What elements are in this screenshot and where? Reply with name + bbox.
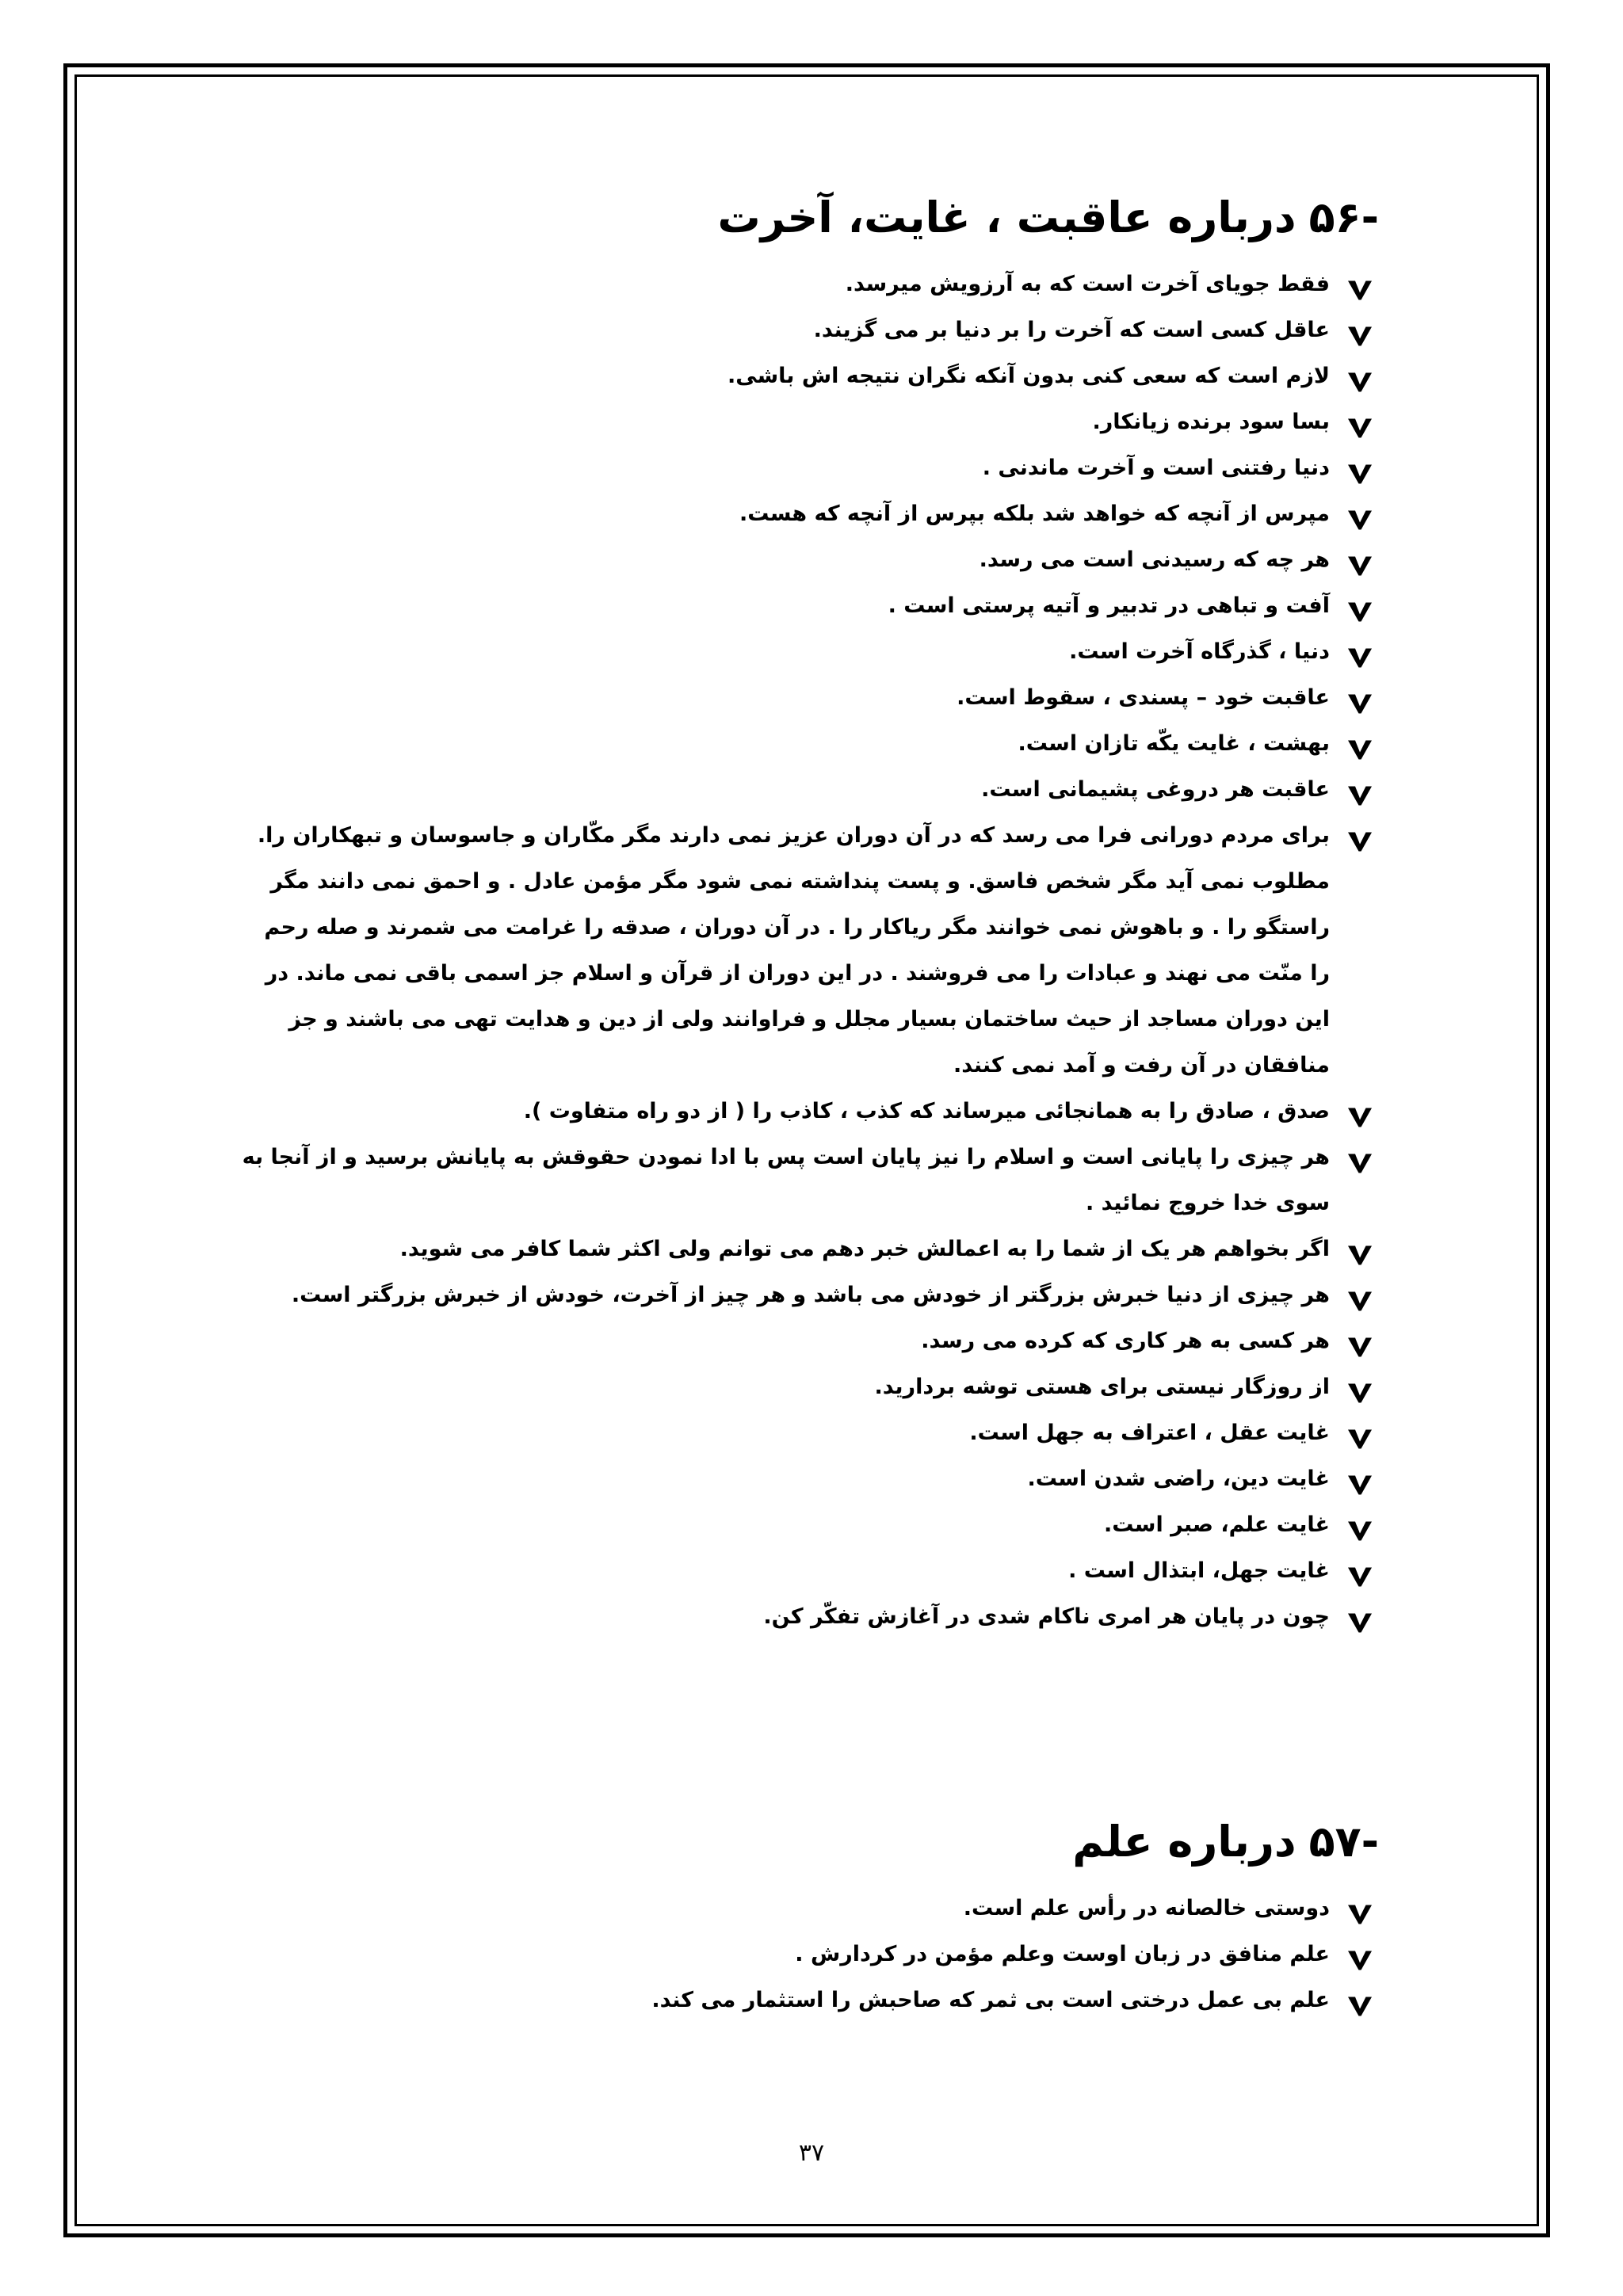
checkmark-icon — [1346, 450, 1374, 486]
checkmark-icon — [1346, 1599, 1374, 1635]
list-item — [238, 1364, 1379, 1410]
list-item — [238, 1978, 1379, 2023]
checkmark-icon — [1346, 312, 1374, 349]
checkmark-icon — [1346, 404, 1374, 441]
list-item — [238, 399, 1379, 445]
list-item — [238, 307, 1379, 353]
section-heading — [238, 182, 1379, 254]
list-item-text: هر چیزی از دنیا خبرش بزرگتر از خودش می باشد و هر چیز از آخرت، خودش از خبرش بزرگتر است. — [291, 1283, 1330, 1307]
checkmark-icon — [1346, 496, 1374, 532]
list-item-text: عاقبت هر دروغی پشیمانی است. — [981, 777, 1330, 802]
list-item — [238, 1548, 1379, 1594]
list-item-text: دنیا ، گذرگاه آخرت است. — [1069, 639, 1330, 664]
checkmark-icon — [1346, 1507, 1374, 1543]
list-item-text: عاقبت خود – پسندی ، سقوط است. — [957, 685, 1330, 710]
list-item — [238, 353, 1379, 399]
section-heading — [238, 1806, 1379, 1878]
list-item-text: مپرس از آنچه که خواهد شد بلکه بپرس از آنچه که هست. — [739, 502, 1330, 526]
list-item-text: برای مردم دورانی فرا می رسد که در آن دوران عزیز نمی دارند مگر مکّاران و جاسوسان و تبهکاران را. مطلوب نمی آید مگر شخص فاسق. و پست پنداشته نمی شود مگر مؤمن عادل . و احمق نمی دانند مگر راستگو را . و باهوش نمی خوانند مگر ریاکار را . در آن دوران ، صدقه را غرامت می شمرند و صله رحم را منّت می نهند و عبادات را می فروشند . در این دوران از قرآن و اسلام جز اسمی باقی نمی ماند. در این دوران مساجد از حیث ساختمان بسیار مجلل و فراوانند ولی از دین و هدایت تهی می باشند و جز منافقان در آن رفت و آمد نمی کنند. — [257, 823, 1330, 1077]
section-list — [238, 1886, 1379, 2023]
checkmark-icon — [1346, 634, 1374, 670]
list-item — [238, 1135, 1379, 1226]
list-item-text: چون در پایان هر امری ناکام شدی در آغازش تفکّر کن. — [763, 1604, 1330, 1629]
list-item — [238, 1932, 1379, 1978]
list-item-text: لازم است که سعی کنی بدون آنکه نگران نتیجه اش باشی. — [727, 364, 1330, 388]
checkmark-icon — [1346, 818, 1374, 854]
checkmark-icon — [1346, 1936, 1374, 1973]
list-item — [238, 261, 1379, 307]
checkmark-icon — [1346, 680, 1374, 716]
section-title: درباره عاقبت ، غایت، آخرت — [717, 193, 1296, 242]
checkmark-icon — [1346, 542, 1374, 578]
list-item — [238, 1502, 1379, 1548]
list-item — [238, 767, 1379, 813]
section-list — [238, 261, 1379, 1640]
list-item-text: صدق ، صادق را به همانجائی میرساند که کذب ، کاذب را ( از دو راه متفاوت ). — [523, 1099, 1330, 1123]
checkmark-icon — [1346, 1890, 1374, 1927]
section-gap — [238, 1640, 1379, 1806]
checkmark-icon — [1346, 266, 1374, 303]
list-item — [238, 1594, 1379, 1640]
list-item-text: غایت عقل ، اعتراف به جهل است. — [969, 1421, 1330, 1445]
section-number: -۵۶ — [1308, 193, 1379, 242]
list-item-text: آفت و تباهی در تدبیر و آتیه پرستی است . — [888, 593, 1330, 618]
list-item — [238, 813, 1379, 1089]
section-number: -۵۷ — [1308, 1817, 1379, 1867]
list-item — [238, 1886, 1379, 1932]
list-item — [238, 445, 1379, 491]
list-item — [238, 629, 1379, 675]
list-item-text: هر چیزی را پایانی است و اسلام را نیز پایان است پس با ادا نمودن حقوقش به پایانش برسید و از آنجا به سوی خدا خروج نمائید . — [242, 1145, 1330, 1215]
list-item-text: هر چه که رسیدنی است می رسد. — [979, 547, 1330, 572]
list-item-text: غایت دین، راضی شدن است. — [1027, 1466, 1330, 1491]
list-item — [238, 537, 1379, 583]
list-item — [238, 721, 1379, 767]
list-item — [238, 1272, 1379, 1318]
checkmark-icon — [1346, 1093, 1374, 1130]
list-item — [238, 1410, 1379, 1456]
checkmark-icon — [1346, 1323, 1374, 1360]
checkmark-icon — [1346, 772, 1374, 808]
list-item-text: عاقل کسی است که آخرت را بر دنیا بر می گزیند. — [813, 318, 1330, 342]
checkmark-icon — [1346, 726, 1374, 762]
list-item-text: فقط جویای آخرت است که به آرزویش میرسد. — [845, 272, 1330, 296]
list-item-text: هر کسی به هر کاری که کرده می رسد. — [921, 1329, 1330, 1353]
list-item-text: بسا سود برنده زیانکار. — [1092, 410, 1330, 434]
list-item-text: بهشت ، غایت یکّه تازان است. — [1018, 731, 1330, 756]
page-number: ۳۷ — [798, 2139, 825, 2167]
list-item-text: دنیا رفتنی است و آخرت ماندنی . — [982, 456, 1330, 480]
section-title: درباره علم — [1072, 1817, 1296, 1867]
checkmark-icon — [1346, 1553, 1374, 1589]
list-item-text: اگر بخواهم هر یک از شما را به اعمالش خبر دهم می توانم ولی اکثر شما کافر می شوید. — [399, 1237, 1330, 1261]
checkmark-icon — [1346, 1369, 1374, 1405]
list-item — [238, 583, 1379, 629]
checkmark-icon — [1346, 358, 1374, 395]
list-item — [238, 1226, 1379, 1272]
list-item-text: غایت جهل، ابتذال است . — [1068, 1558, 1330, 1583]
list-item-text: از روزگار نیستی برای هستی توشه بردارید. — [874, 1375, 1330, 1399]
list-item — [238, 1089, 1379, 1135]
checkmark-icon — [1346, 1461, 1374, 1497]
list-item-text: علم بی عمل درختی است بی ثمر که صاحبش را استثمار می کند. — [651, 1988, 1330, 2012]
checkmark-icon — [1346, 1277, 1374, 1314]
list-item — [238, 1318, 1379, 1364]
checkmark-icon — [1346, 1982, 1374, 2019]
list-item-text: علم منافق در زبان اوست وعلم مؤمن در کردارش . — [795, 1942, 1330, 1966]
list-item — [238, 1456, 1379, 1502]
page-content — [238, 182, 1379, 2023]
checkmark-icon — [1346, 1231, 1374, 1268]
checkmark-icon — [1346, 1415, 1374, 1451]
checkmark-icon — [1346, 1139, 1374, 1176]
list-item-text: دوستی خالصانه در رأس علم است. — [963, 1896, 1330, 1920]
list-item — [238, 491, 1379, 537]
list-item — [238, 675, 1379, 721]
list-item-text: غایت علم، صبر است. — [1104, 1512, 1330, 1537]
checkmark-icon — [1346, 588, 1374, 624]
